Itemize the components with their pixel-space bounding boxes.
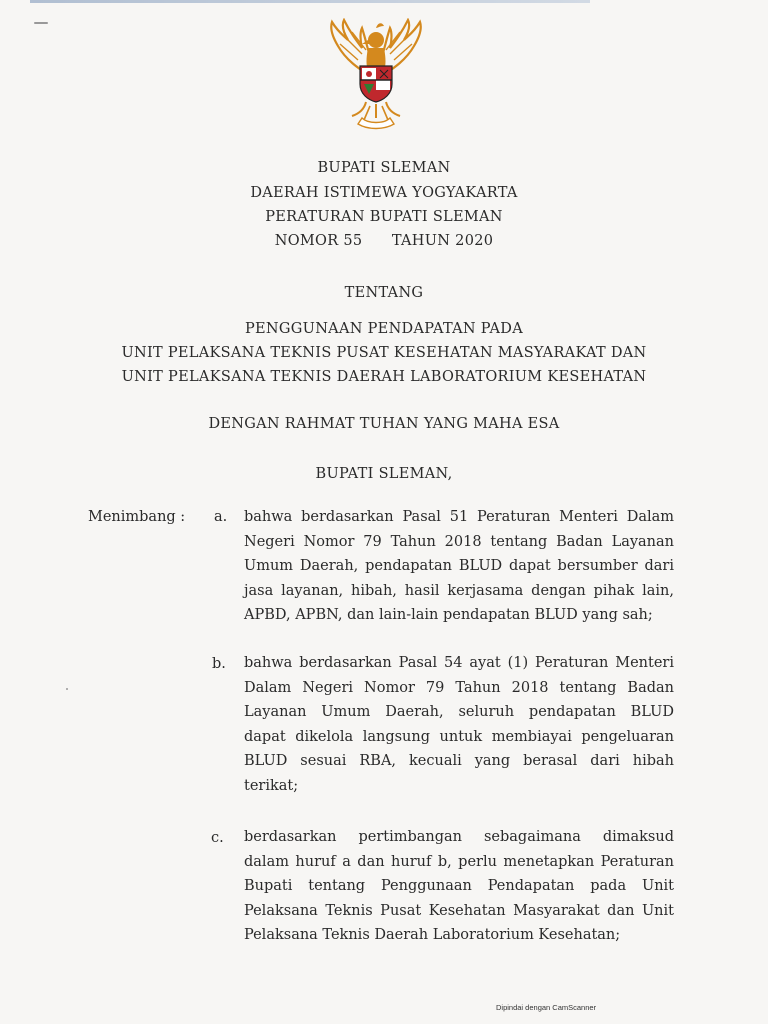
text-line: Negeri Nomor 79 Tahun 2018 tentang Badan Layanan: [244, 533, 674, 550]
menimbang-label: Menimbang :: [88, 509, 186, 525]
header-line-4: NOMOR 55 TAHUN 2020: [274, 233, 494, 249]
text-line: Bupati tentang Penggunaan Pendapatan pada Unit: [244, 878, 674, 895]
garuda-emblem-icon: [318, 18, 434, 130]
subject-line-3: UNIT PELAKSANA TEKNIS DAERAH LABORATORIUM KESEHATAN: [121, 369, 647, 385]
item-a-text: [244, 505, 674, 628]
text-line: Layanan Umum Daerah, seluruh pendapatan BLUD: [244, 704, 674, 721]
bupati-line: BUPATI SLEMAN,: [315, 466, 453, 482]
text-line: Pelaksana Teknis Pusat Kesehatan Masyarakat dan Unit: [244, 902, 674, 919]
text-line: BLUD sesuai RBA, kecuali yang berasal dari hibah: [244, 753, 674, 770]
header-line-3: PERATURAN BUPATI SLEMAN: [265, 209, 503, 225]
scan-speck: [34, 22, 48, 24]
text-line: dapat dikelola langsung untuk membiayai pengeluaran: [244, 728, 674, 745]
scanner-watermark: Dipindai dengan CamScanner: [496, 1003, 597, 1012]
item-b-text: [244, 651, 674, 799]
text-line: APBD, APBN, dan lain-lain pendapatan BLUD yang sah;: [244, 607, 653, 624]
subject-line-1: PENGGUNAAN PENDAPATAN PADA: [244, 321, 523, 337]
scan-edge-line: [30, 0, 590, 3]
item-c-text: [244, 825, 674, 948]
text-line: bahwa berdasarkan Pasal 51 Peraturan Menteri Dalam: [244, 509, 674, 525]
text-line: Umum Daerah, pendapatan BLUD dapat bersumber dari: [244, 558, 674, 575]
header-line-1: BUPATI SLEMAN: [317, 160, 451, 176]
text-line: bahwa berdasarkan Pasal 54 ayat (1) Peraturan Menteri: [244, 655, 674, 671]
item-letter-c: c.: [211, 830, 224, 846]
item-letter-a: a.: [214, 509, 228, 525]
text-line: Dalam Negeri Nomor 79 Tahun 2018 tentang Badan: [244, 679, 674, 696]
item-letter-b: b.: [212, 656, 226, 672]
subject-line-2: UNIT PELAKSANA TEKNIS PUSAT KESEHATAN MASYARAKAT DAN: [121, 345, 647, 361]
header-line-2: DAERAH ISTIMEWA YOGYAKARTA: [250, 185, 518, 201]
text-line: dalam huruf a dan huruf b, perlu menetapkan Peraturan: [244, 853, 674, 870]
text-line: terikat;: [244, 777, 299, 794]
rahmat-line: DENGAN RAHMAT TUHAN YANG MAHA ESA: [208, 416, 560, 432]
text-line: Pelaksana Teknis Daerah Laboratorium Kesehatan;: [244, 927, 621, 944]
tentang-label: TENTANG: [344, 285, 424, 301]
scan-speck: [66, 688, 68, 690]
text-line: jasa layanan, hibah, hasil kerjasama dengan pihak lain,: [244, 582, 674, 599]
text-line: berdasarkan pertimbangan sebagaimana dimaksud: [244, 829, 674, 845]
